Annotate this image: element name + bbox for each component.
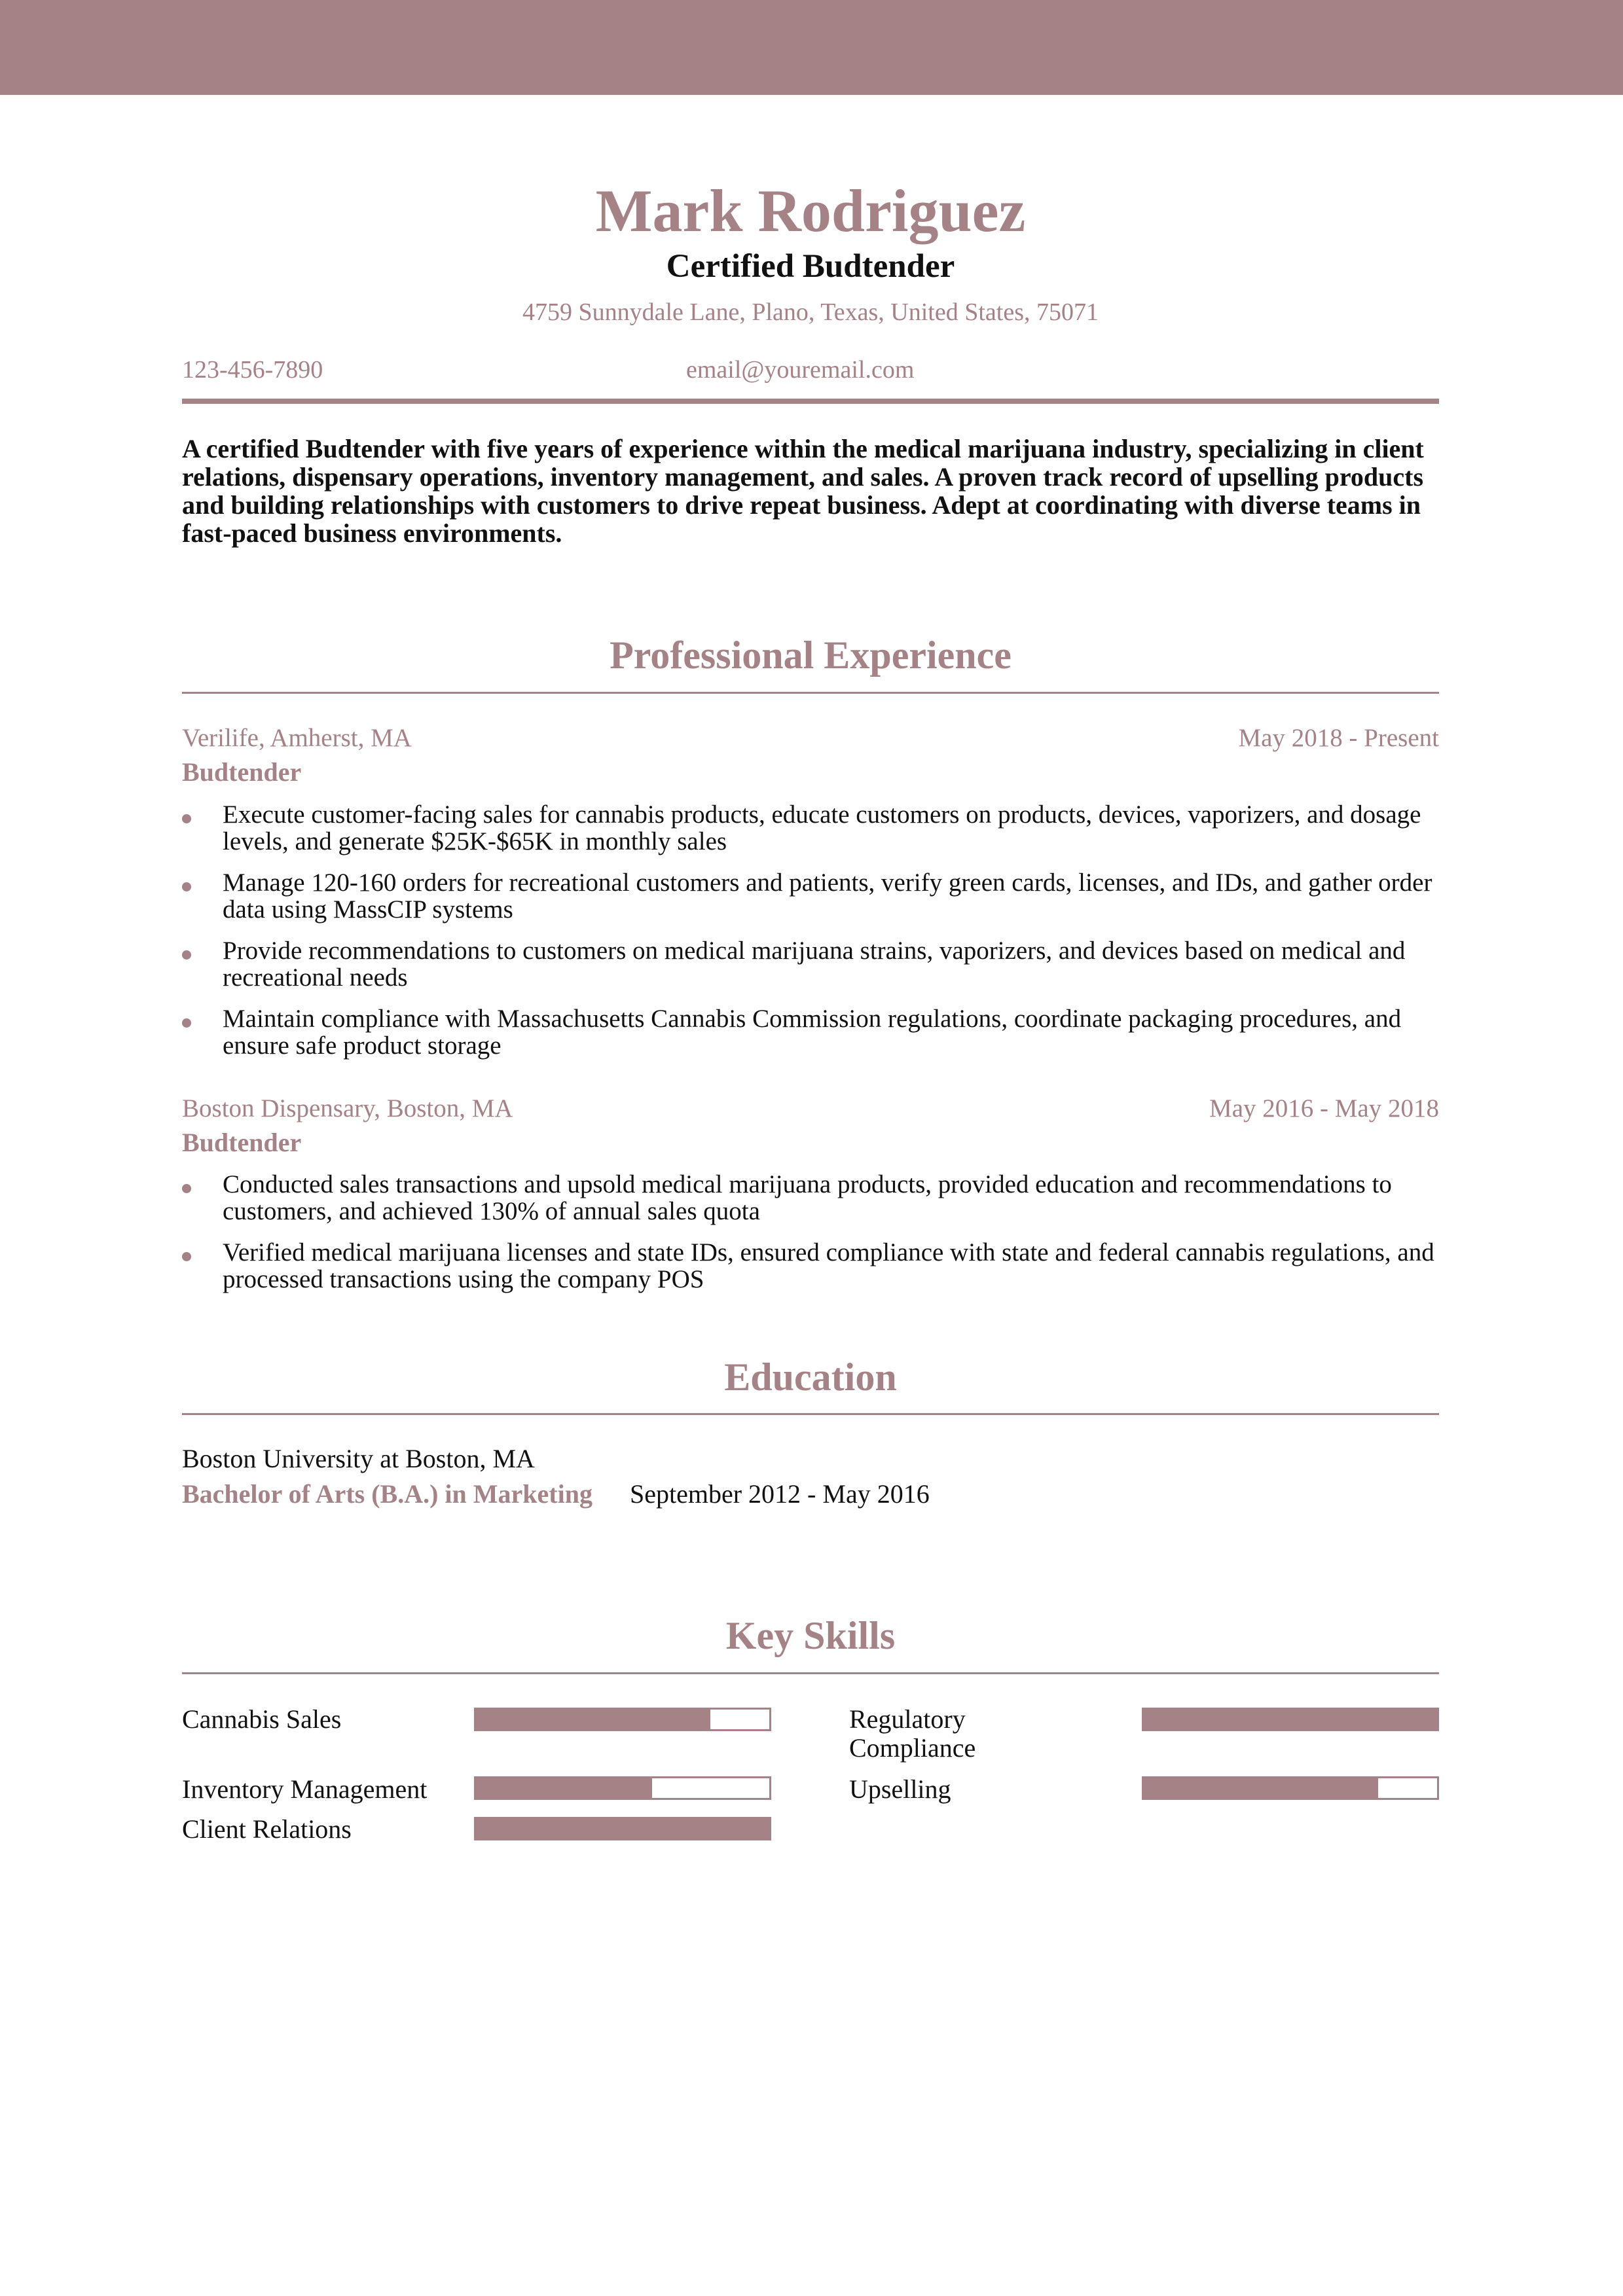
bullet-icon [182,1018,191,1028]
skill-level-bar [1142,1708,1439,1731]
education-school: Boston University at Boston, MA [182,1444,535,1473]
skill-label: Cannabis Sales [182,1704,342,1734]
skill-level-bar [474,1708,771,1731]
bullet-item [182,1239,1439,1293]
bullet-icon [182,1184,191,1193]
bullet-text: Manage 120-160 orders for recreational customers and patients, verify green cards, licenses, and IDs, and gather order data using MassCIP systems [223,869,1432,924]
job-company: Boston Dispensary, Boston, MA [182,1094,513,1122]
address: 4759 Sunnydale Lane, Plano, Texas, United States, 75071 [522,298,1099,326]
phone-number: 123-456-7890 [182,356,323,384]
section-title-experience: Professional Experience [610,634,1012,677]
job-dates: May 2016 - May 2018 [1209,1094,1439,1122]
bullet-icon [182,950,191,960]
skill-level-bar [1142,1776,1439,1800]
job-dates: May 2018 - Present [1238,724,1439,752]
skill-level-bar [474,1817,771,1840]
education-degree: Bachelor of Arts (B.A.) in Marketing [182,1479,593,1509]
section-divider-skills [182,1672,1439,1674]
bullet-text: Conducted sales transactions and upsold medical marijuana products, provided education and recommendations to customers, and achieved 130% of annual sales quota [223,1170,1392,1225]
skill-level-fill [1144,1710,1437,1729]
skill-level-bar [474,1776,771,1800]
skill-level-fill [476,1819,769,1839]
skill-level-fill [476,1778,652,1798]
job-company: Verilife, Amherst, MA [182,724,412,752]
job-title: Certified Budtender [666,248,955,285]
job-role: Budtender [182,757,302,787]
bullet-item [182,937,1439,991]
header-divider [182,399,1439,404]
section-title-skills: Key Skills [725,1614,896,1657]
skill-level-fill [1144,1778,1378,1798]
bullet-text: Maintain compliance with Massachusetts Cannabis Commission regulations, coordinate packaging procedures, and ensure safe product storage [223,1005,1402,1060]
header-band [0,0,1623,95]
bullet-text: Verified medical marijuana licenses and state IDs, ensured compliance with state and federal cannabis regulations, and processed transactions using the company POS [223,1238,1434,1293]
email-address: email@youremail.com [686,356,915,384]
bullet-icon [182,882,191,891]
bullet-item [182,1005,1439,1059]
job-role: Budtender [182,1128,302,1157]
bullet-item [182,1171,1439,1225]
skill-label: Regulatory Compliance [849,1704,976,1763]
section-divider-education [182,1413,1439,1415]
candidate-name: Mark Rodriguez [595,177,1026,244]
skill-level-fill [476,1710,710,1729]
skill-label: Upselling [849,1774,951,1804]
education-dates: September 2012 - May 2016 [630,1479,930,1509]
job-bullets [182,801,1439,1073]
bullet-icon [182,1252,191,1261]
bullet-text: Provide recommendations to customers on medical marijuana strains, vaporizers, and devices based on medical and recreational needs [223,937,1406,992]
job-bullets [182,1171,1439,1307]
bullet-item [182,869,1439,923]
section-divider-experience [182,692,1439,694]
summary-paragraph: A certified Budtender with five years of experience within the medical marijuana industry, specializing in client relations, dispensary operations, inventory management, and sales. A proven track record of upselling products and building relationships with customers to drive repeat business. Adept at coordinating with diverse teams in fast-paced business environments. [182,434,1424,548]
section-title-education: Education [724,1355,897,1399]
skill-label: Client Relations [182,1814,352,1844]
bullet-text: Execute customer-facing sales for cannabis products, educate customers on products, devices, vaporizers, and dosage levels, and generate $25K-$65K in monthly sales [223,800,1421,855]
skill-label: Inventory Management [182,1774,428,1804]
bullet-icon [182,814,191,823]
bullet-item [182,801,1439,855]
